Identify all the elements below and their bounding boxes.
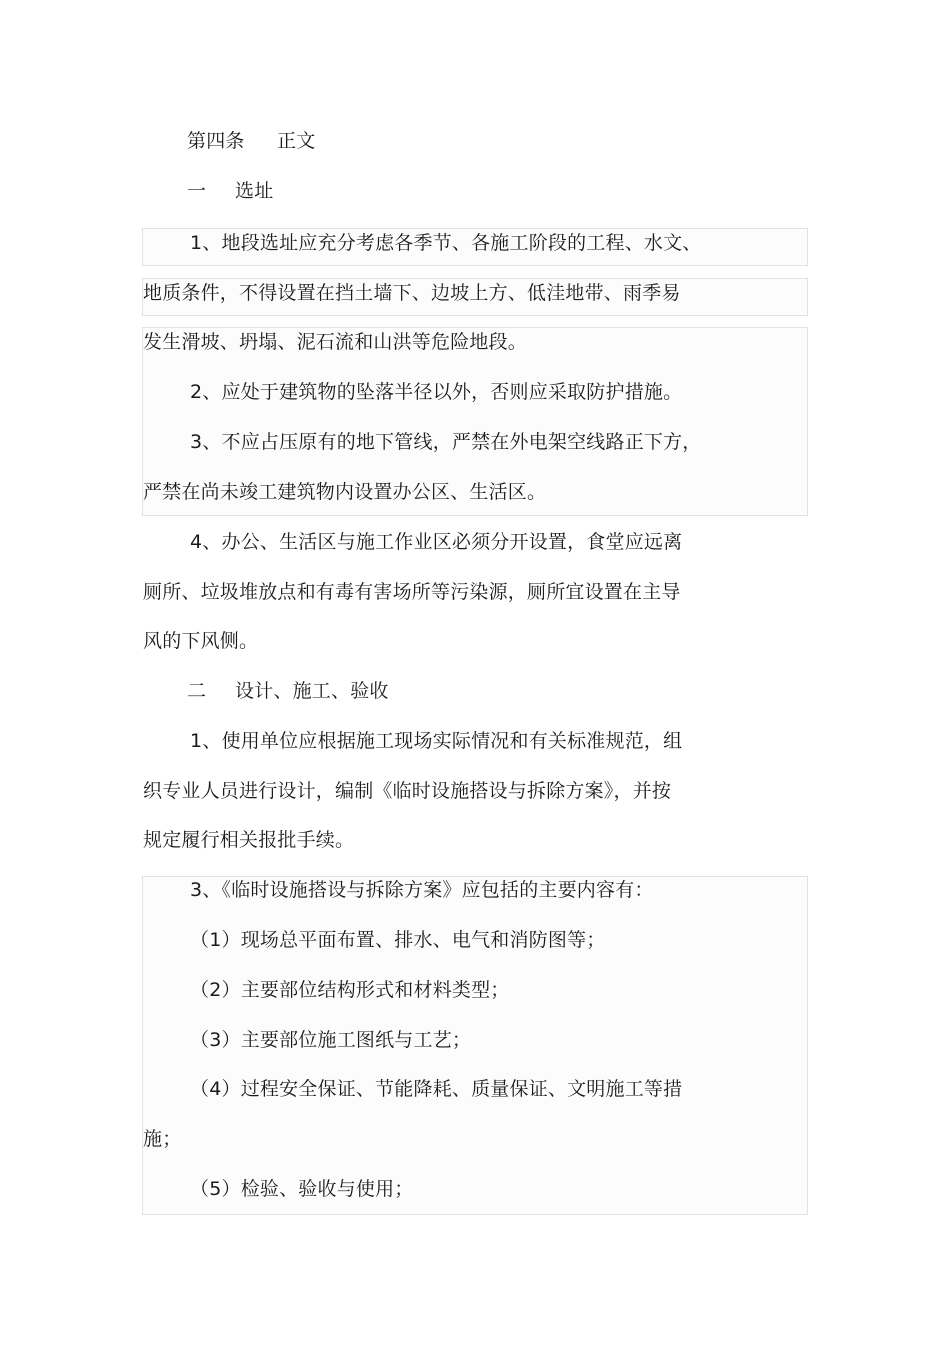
paragraph-line: 3、《临时设施搭设与拆除方案》应包括的主要内容有： bbox=[190, 879, 654, 901]
section-heading bbox=[187, 678, 389, 704]
section-title: 设计、施工、验收 bbox=[235, 680, 389, 702]
paragraph-line: 3、不应占压原有的地下管线，严禁在外电架空线路正下方， bbox=[190, 431, 702, 453]
section-number: 一 bbox=[187, 180, 207, 202]
list-item-line: （2）主要部位结构形式和材料类型； bbox=[190, 979, 510, 1001]
section-number: 二 bbox=[187, 680, 207, 702]
article-label: 第四条 bbox=[187, 130, 245, 152]
section-heading bbox=[187, 178, 273, 204]
paragraph-line: 4、办公、生活区与施工作业区必须分开设置，食堂应远离 bbox=[190, 531, 683, 553]
section-title: 选址 bbox=[235, 180, 274, 202]
paragraph-line: 1、使用单位应根据施工现场实际情况和有关标准规范，组 bbox=[190, 730, 683, 752]
list-item-line: 施； bbox=[143, 1128, 182, 1150]
list-item-line: （3）主要部位施工图纸与工艺； bbox=[190, 1029, 472, 1051]
article-heading bbox=[187, 128, 315, 154]
article-title: 正文 bbox=[277, 130, 316, 152]
list-item-line: （5）检验、验收与使用； bbox=[190, 1178, 414, 1200]
paragraph-line: 规定履行相关报批手续。 bbox=[143, 829, 355, 851]
paragraph-line: 地质条件，不得设置在挡土墙下、边坡上方、低洼地带、雨季易 bbox=[143, 282, 681, 304]
list-item-line: （4）过程安全保证、节能降耗、质量保证、文明施工等措 bbox=[190, 1078, 683, 1100]
paragraph-line: 厕所、垃圾堆放点和有毒有害场所等污染源，厕所宜设置在主导 bbox=[143, 581, 681, 603]
paragraph-line: 1、地段选址应充分考虑各季节、各施工阶段的工程、水文、 bbox=[190, 232, 702, 254]
paragraph-line: 织专业人员进行设计，编制《临时设施搭设与拆除方案》，并按 bbox=[143, 780, 672, 802]
paragraph-line: 严禁在尚未竣工建筑物内设置办公区、生活区。 bbox=[143, 481, 547, 503]
list-item-line: （1）现场总平面布置、排水、电气和消防图等； bbox=[190, 929, 606, 951]
paragraph-line: 风的下风侧。 bbox=[143, 630, 259, 652]
paragraph-line: 发生滑坡、坍塌、泥石流和山洪等危险地段。 bbox=[143, 331, 528, 353]
paragraph-line: 2、应处于建筑物的坠落半径以外，否则应采取防护措施。 bbox=[190, 381, 683, 403]
